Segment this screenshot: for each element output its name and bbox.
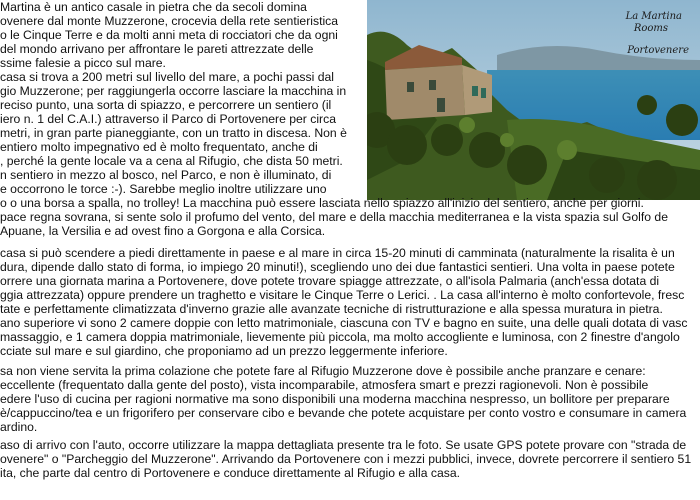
text-line: gio Muzzerone; per raggiungerla occorre lasciare la macchina in xyxy=(0,84,347,98)
text-line: e occorrono le torce :-). Sarebbe meglio inoltre utilizzare uno xyxy=(0,182,327,196)
text-line: ardino. xyxy=(0,420,38,434)
text-line: Martina è un antico casale in pietra che da secoli domina xyxy=(0,0,307,14)
text-line: casa si può scendere a piedi direttamente in paese e al mare in circa 15-20 minuti di camminata (naturalmente la risalita è un xyxy=(0,246,675,260)
property-photo xyxy=(367,0,700,200)
text-line: o le Cinque Terre e da molti anni meta di rocciatori che da ogni xyxy=(0,28,338,42)
text-line: ovenere" o "Parcheggio del Muzzerone". Arrivando da Portovenere con i mezzi pubblici, invece, dovrete percorrere il sentiero 51 xyxy=(0,452,692,466)
text-line: metri, in gran parte pianeggiante, con un tratto in discesa. Non è xyxy=(0,126,347,140)
text-line: ano superiore vi sono 2 camere doppie con letto matrimoniale, ciascuna con TV e bagno en suite, una delle quali dotata di vasc xyxy=(0,316,688,330)
text-line: reciso punto, una sorta di spiazzo, e percorrere un sentiero (il xyxy=(0,98,332,112)
text-line: , perché la gente locale va a cena al Rifugio, che dista 50 metri. xyxy=(0,154,343,168)
text-line: iero n. 1 del C.A.I.) attraverso il Parco di Portovenere per circa xyxy=(0,112,336,126)
text-line: o o una borsa a spalla, no trolley! La macchina può essere lasciata nello spiazzo all'inizio del sentiero, anche per giorni. xyxy=(0,196,644,210)
text-line: ovenere dal monte Muzzerone, crocevia della rete sentieristica xyxy=(0,14,339,28)
text-line: casa si trova a 200 metri sul livello del mare, a pochi passi dal xyxy=(0,70,334,84)
text-line: dura, dipende dallo stato di forma, io impiego 20 minuti!), scegliendo uno dei due fantastici sentieri. Una volta in paese potete xyxy=(0,260,675,274)
text-line: Apuane, la Versilia e ad ovest fino a Gorgona e alla Corsica. xyxy=(0,224,326,238)
text-line: n sentiero in mezzo al bosco, nel Parco, e non è illuminato, di xyxy=(0,168,332,182)
text-line: edere l'uso di cucina per ragioni normative ma sono disponibili una moderna macchina nespresso, un bollitore per preparare xyxy=(0,392,670,406)
text-line: è/cappuccino/tea e un frigorifero per conservare cibo e bevande che potete acquistare per conto vostro e consumare in camera xyxy=(0,406,687,420)
text-line: eccellente (frequentato dalla gente del posto), vista incomparabile, atmosfera smart e prezzi ragionevoli. Non è possibile xyxy=(0,378,649,392)
text-line: ggia attrezzata) oppure prendere un traghetto e visitare le Cinque Terre o Lerici. . La casa all'interno è molto confortevole, fresc xyxy=(0,288,685,302)
text-line: pace regna sovrana, si sente solo il profumo del vento, del mare e della macchia mediterranea e la vista spazia sul Golfo de xyxy=(0,210,668,224)
text-line: cciate sul mare e sul giardino, che proponiamo ad un prezzo leggermente inferiore. xyxy=(0,344,448,358)
text-line: massaggio, e 1 camera doppia matrimoniale, lievemente più piccola, ma molto accogliente e luminosa, con 2 finestre d'angolo xyxy=(0,330,680,344)
text-line: tate e perfettamente climatizzata d'inverno grazie alle avanzate tecniche di ristrutturazione e alla spessa muratura in pietra. xyxy=(0,302,663,316)
text-line: ita, che parte dal centro di Portovenere e conduce direttamente al Rifugio e alla casa. xyxy=(0,466,461,480)
text-line: del mondo arrivano per affrontare le pareti attrezzate delle xyxy=(0,42,314,56)
caption-location: Portovenere xyxy=(627,45,689,56)
text-line: sa non viene servita la prima colazione che potete fare al Rifugio Muzzerone dove è possibile anche pranzare e cenare: xyxy=(0,364,646,378)
text-line: aso di arrivo con l'auto, occorre utilizzare la mappa dettagliata presente tra le foto. Se usate GPS potete provare con "strada de xyxy=(0,438,687,452)
text-line: entiero molto impegnativo ed è molto frequentato, anche di xyxy=(0,140,318,154)
text-line: orrere una giornata marina a Portovenere, dove potete trovare spiagge attrezzate, o all'isola Palmaria (anch'essa dotata di xyxy=(0,274,660,288)
caption-rooms: Rooms xyxy=(633,23,668,34)
text-line: ssime falesie a picco sul mare. xyxy=(0,56,166,70)
caption-brand: La Martina xyxy=(625,11,682,22)
